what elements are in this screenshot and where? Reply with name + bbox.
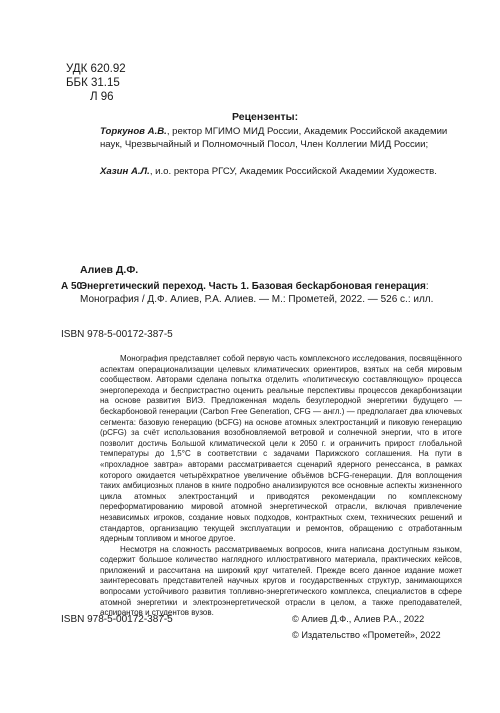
reviewer-1	[100, 126, 460, 151]
copyright-authors: © Алиев Д.Ф., Алиев Р.А., 2022	[292, 614, 425, 624]
reviewer-2	[100, 166, 460, 179]
reviewer-1-text: , ректор МГИМО МИД России, Академик Российской академии наук, Чрезвычайный и Полномочный Посол, Член Коллегии МИД России;	[100, 126, 448, 150]
isbn-top: ISBN 978-5-00172-387-5	[61, 329, 173, 340]
reviewer-2-name: Хазин А.Л.	[100, 166, 150, 177]
copyright-publisher: © Издательство «Прометей», 2022	[292, 630, 441, 640]
bibliographic-record	[80, 281, 460, 306]
reviewer-1-name: Торкунов А.В.	[100, 126, 167, 137]
abstract-paragraph-1: Монография представляет собой первую часть комплексного исследования, посвящённого аспектам операционализации целевых климатических ориентиров, взятых на себя мировым сообществом. Авторами сделана попытка отделить «политическую составляющую» процесса энергоперехода и беспристрастно оценить реальные перспективы процессов декарбонизации на основе развития ВИЭ. Предложенная модель безуглеродной энергетики будущего — бесkарбоновой генерации (Carbon Free Generation, CFG — англ.) — предполагает два ключевых сегмента: базовую генерацию (bCFG) на основе атомных электростанций и пиковую генерацию (pCFG) за счёт использования возобновляемой ветровой и солнечной энергии, что в итоге позволит достичь Большой климатической цели к 2050 г. и ограничить прирост глобальной температуры до 1,5°С в соответствии с задачами Парижского соглашения. На пути в «прохладное завтра» авторами рассматривается сценарий ядерного ренессанса, в рамках которого ожидается четырёхкратное увеличение объёмов bCFG-генерации. Для воплощения таких амбициозных планов в книге подробно анализируются все основные аспекты жизненного цикла атомных электростанций и приводятся рекомендации по комплексному переформатированию мировой атомной энергетической отрасли, включая привлечение независимых игроков, создание новых подходов, контрактных схем, технических решений и стандартов, организацию текущей эксплуатации и ремонтов, обращению с отработанным ядерным топливом и многое другое.	[100, 354, 462, 544]
udk-code: УДК 620.92	[66, 63, 126, 75]
catalog-code: А 50	[61, 281, 83, 292]
classification-codes	[66, 62, 126, 104]
book-details: : Монография / Д.Ф. Алиев, Р.А. Алиев. — М.: Прометей, 2022. — 526 с.: илл.	[80, 281, 434, 305]
abstract	[100, 354, 462, 619]
book-title: Энергетический переход. Часть 1. Базовая бесkарбоновая генерация	[80, 281, 426, 292]
abstract-paragraph-2: Несмотря на сложность рассматриваемых вопросов, книга написана доступным языком, содержит большое количество наглядного иллюстративного материала, практических кейсов, приложений и рассчитана на широкий круг читателей. Прежде всего данное издание может заинтересовать представителей научных кругов и государственных структур, занимающихся вопросами устойчивого развития топливно-энергетического комплекса, специалистов в сфере атомной энергетики и электроэнергетической отрасли в целом, а также преподавателей, аспирантов и студентов вузов.	[100, 544, 462, 618]
isbn-bottom: ISBN 978-5-00172-387-5	[61, 614, 173, 625]
author-mark: Л 96	[90, 91, 114, 103]
bbk-code: ББК 31.15	[66, 77, 120, 89]
author-heading: Алиев Д.Ф.	[80, 264, 139, 276]
reviewers-heading: Рецензенты:	[232, 111, 299, 123]
reviewer-2-text: , и.о. ректора РГСУ, Академик Российской Академии Художеств.	[149, 166, 437, 177]
